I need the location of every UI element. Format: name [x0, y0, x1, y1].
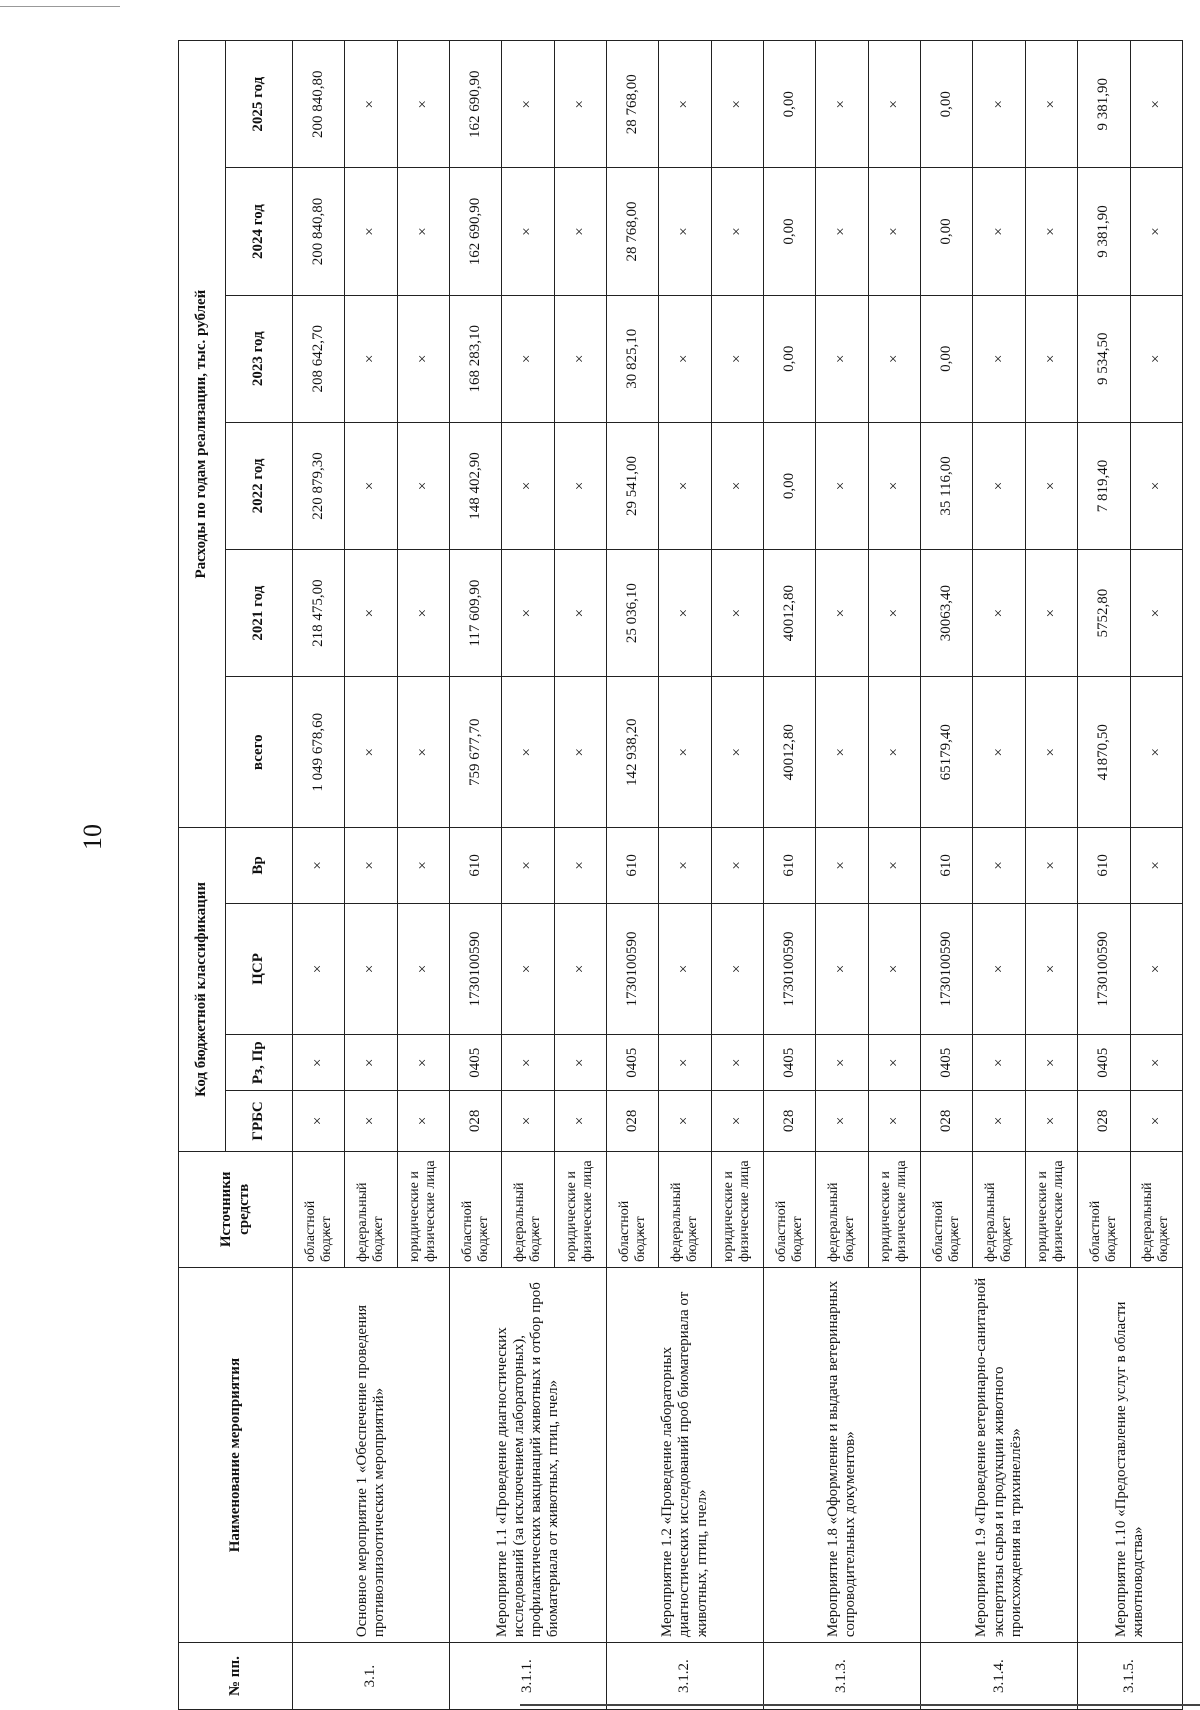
table-row [607, 41, 659, 1710]
cell-total: × [502, 677, 554, 828]
cell-rzpr: × [502, 1035, 554, 1091]
cell-y2024: 28 768,00 [607, 168, 659, 295]
cell-y2023: × [1130, 295, 1183, 422]
cell-csr: 1730100590 [921, 903, 973, 1035]
funding-source: юридические и физические лица [1025, 1151, 1077, 1267]
scan-artifact-line [520, 1704, 1200, 1706]
cell-y2025: 0,00 [764, 41, 816, 168]
table-row [450, 41, 502, 1710]
cell-vr: × [1025, 828, 1077, 904]
cell-y2023: 0,00 [921, 295, 973, 422]
cell-y2022: 29 541,00 [607, 422, 659, 549]
header-expenses: Расходы по годам реализации, тыс. рублей [179, 41, 226, 828]
table-row [293, 41, 345, 1710]
cell-csr: 1730100590 [1078, 903, 1130, 1035]
cell-vr: × [868, 828, 920, 904]
row-number: 3.1.4. [921, 1643, 1078, 1710]
cell-y2025: 0,00 [921, 41, 973, 168]
cell-y2022: 148 402,90 [450, 422, 502, 549]
cell-y2023: × [397, 295, 449, 422]
cell-y2021: × [868, 550, 920, 677]
cell-y2023: 208 642,70 [293, 295, 345, 422]
cell-y2024: × [816, 168, 868, 295]
cell-rzpr: × [973, 1035, 1025, 1091]
cell-vr: 610 [450, 828, 502, 904]
cell-csr: 1730100590 [764, 903, 816, 1035]
funding-source: областной бюджет [450, 1151, 502, 1267]
cell-y2023: 168 283,10 [450, 295, 502, 422]
page-number: 10 [78, 824, 107, 850]
cell-rzpr: 0405 [764, 1035, 816, 1091]
cell-vr: × [502, 828, 554, 904]
cell-y2022: × [973, 422, 1025, 549]
funding-source: федеральный бюджет [502, 1151, 554, 1267]
cell-y2022: × [1130, 422, 1183, 549]
cell-y2022: × [502, 422, 554, 549]
budget-table [178, 40, 1183, 1710]
cell-y2025: × [554, 41, 606, 168]
cell-csr: × [397, 903, 449, 1035]
cell-total: 41870,50 [1078, 677, 1130, 828]
cell-y2021: × [554, 550, 606, 677]
cell-total: × [868, 677, 920, 828]
funding-source: федеральный бюджет [1130, 1151, 1183, 1267]
cell-grbs: × [816, 1091, 868, 1151]
cell-y2022: 220 879,30 [293, 422, 345, 549]
table-row [1078, 41, 1130, 1710]
header-total: всего [226, 677, 293, 828]
cell-csr: × [502, 903, 554, 1035]
cell-rzpr: 0405 [450, 1035, 502, 1091]
measure-name: Основное мероприятие 1 «Обеспечение проведения противоэпизоотических мероприятий» [293, 1268, 450, 1643]
cell-vr: × [973, 828, 1025, 904]
cell-total: × [554, 677, 606, 828]
cell-csr: × [868, 903, 920, 1035]
cell-y2022: × [1025, 422, 1077, 549]
cell-y2022: × [345, 422, 397, 549]
cell-y2024: × [1025, 168, 1077, 295]
cell-grbs: 028 [1078, 1091, 1130, 1151]
cell-csr: × [554, 903, 606, 1035]
cell-y2024: × [554, 168, 606, 295]
cell-grbs: × [1130, 1091, 1183, 1151]
cell-vr: × [1130, 828, 1183, 904]
cell-y2021: × [973, 550, 1025, 677]
cell-y2025: 162 690,90 [450, 41, 502, 168]
header-budget-code: Код бюджетной классификации [179, 828, 226, 1151]
cell-y2023: × [711, 295, 763, 422]
cell-y2024: × [868, 168, 920, 295]
cell-y2025: × [816, 41, 868, 168]
cell-y2023: 30 825,10 [607, 295, 659, 422]
cell-rzpr: × [659, 1035, 711, 1091]
funding-source: областной бюджет [607, 1151, 659, 1267]
cell-rzpr: 0405 [921, 1035, 973, 1091]
cell-total: × [816, 677, 868, 828]
cell-y2021: × [345, 550, 397, 677]
cell-y2021: 40012,80 [764, 550, 816, 677]
cell-y2022: × [816, 422, 868, 549]
funding-source: юридические и физические лица [397, 1151, 449, 1267]
cell-csr: × [345, 903, 397, 1035]
cell-y2024: × [345, 168, 397, 295]
cell-y2024: × [397, 168, 449, 295]
row-number: 3.1.1. [450, 1643, 607, 1710]
cell-y2025: 9 381,90 [1078, 41, 1130, 168]
cell-grbs: 028 [764, 1091, 816, 1151]
cell-y2023: × [554, 295, 606, 422]
cell-total: × [973, 677, 1025, 828]
cell-y2021: 117 609,90 [450, 550, 502, 677]
cell-y2022: 35 116,00 [921, 422, 973, 549]
header-csr: ЦСР [226, 903, 293, 1035]
cell-y2023: × [973, 295, 1025, 422]
cell-y2023: × [868, 295, 920, 422]
measure-name: Мероприятие 1.10 «Предоставление услуг в области животноводства» [1078, 1268, 1183, 1643]
cell-y2024: × [659, 168, 711, 295]
cell-rzpr: × [868, 1035, 920, 1091]
cell-vr: 610 [921, 828, 973, 904]
cell-grbs: × [293, 1091, 345, 1151]
cell-csr: × [659, 903, 711, 1035]
cell-y2023: × [502, 295, 554, 422]
scan-artifact-line [0, 6, 120, 7]
cell-vr: 610 [1078, 828, 1130, 904]
rotated-table-container [178, 40, 1183, 1710]
cell-rzpr: × [345, 1035, 397, 1091]
funding-source: областной бюджет [293, 1151, 345, 1267]
cell-csr: × [1025, 903, 1077, 1035]
cell-y2022: × [554, 422, 606, 549]
cell-total: 40012,80 [764, 677, 816, 828]
header-2022: 2022 год [226, 422, 293, 549]
cell-grbs: × [397, 1091, 449, 1151]
header-grbs: ГРБС [226, 1091, 293, 1151]
cell-y2023: × [1025, 295, 1077, 422]
cell-csr: × [293, 903, 345, 1035]
cell-rzpr: × [554, 1035, 606, 1091]
cell-grbs: 028 [607, 1091, 659, 1151]
cell-grbs: × [973, 1091, 1025, 1151]
cell-rzpr: × [711, 1035, 763, 1091]
cell-total: × [1130, 677, 1183, 828]
cell-y2021: × [502, 550, 554, 677]
cell-y2024: × [502, 168, 554, 295]
cell-grbs: × [1025, 1091, 1077, 1151]
cell-y2025: × [1130, 41, 1183, 168]
cell-rzpr: × [1130, 1035, 1183, 1091]
measure-name: Мероприятие 1.9 «Проведение ветеринарно-санитарной экспертизы сырья и продукции животного происхождения на трихинеллёз» [921, 1268, 1078, 1643]
cell-rzpr: × [293, 1035, 345, 1091]
cell-y2025: × [345, 41, 397, 168]
row-number: 3.1.5. [1078, 1643, 1183, 1710]
table-row [921, 41, 973, 1710]
header-vr: Вр [226, 828, 293, 904]
cell-csr: 1730100590 [450, 903, 502, 1035]
cell-csr: × [973, 903, 1025, 1035]
cell-y2025: × [973, 41, 1025, 168]
funding-source: областной бюджет [1078, 1151, 1130, 1267]
cell-y2024: × [711, 168, 763, 295]
cell-y2025: × [659, 41, 711, 168]
header-sources: Источники средств [179, 1151, 293, 1267]
cell-y2021: 25 036,10 [607, 550, 659, 677]
cell-y2025: × [1025, 41, 1077, 168]
cell-grbs: × [554, 1091, 606, 1151]
cell-y2025: × [868, 41, 920, 168]
cell-vr: × [711, 828, 763, 904]
cell-csr: × [816, 903, 868, 1035]
row-number: 3.1.3. [764, 1643, 921, 1710]
cell-y2021: × [1025, 550, 1077, 677]
cell-grbs: × [868, 1091, 920, 1151]
cell-y2024: × [1130, 168, 1183, 295]
cell-vr: × [345, 828, 397, 904]
cell-y2021: 30063,40 [921, 550, 973, 677]
cell-y2025: × [711, 41, 763, 168]
table-body [293, 41, 1183, 1710]
cell-y2021: 5752,80 [1078, 550, 1130, 677]
cell-y2021: × [397, 550, 449, 677]
funding-source: областной бюджет [921, 1151, 973, 1267]
cell-y2021: × [659, 550, 711, 677]
cell-vr: × [397, 828, 449, 904]
row-number: 3.1. [293, 1643, 450, 1710]
funding-source: федеральный бюджет [816, 1151, 868, 1267]
funding-source: юридические и физические лица [554, 1151, 606, 1267]
funding-source: федеральный бюджет [659, 1151, 711, 1267]
cell-y2023: 0,00 [764, 295, 816, 422]
funding-source: областной бюджет [764, 1151, 816, 1267]
row-number: 3.1.2. [607, 1643, 764, 1710]
cell-total: 759 677,70 [450, 677, 502, 828]
cell-total: × [1025, 677, 1077, 828]
cell-y2024: 9 381,90 [1078, 168, 1130, 295]
cell-y2024: 162 690,90 [450, 168, 502, 295]
cell-total: 1 049 678,60 [293, 677, 345, 828]
header-num: № пп. [179, 1643, 293, 1710]
cell-total: × [711, 677, 763, 828]
measure-name: Мероприятие 1.8 «Оформление и выдача ветеринарных сопроводительных документов» [764, 1268, 921, 1643]
header-name: Наименование мероприятия [179, 1268, 293, 1643]
cell-y2021: × [816, 550, 868, 677]
cell-y2021: × [711, 550, 763, 677]
cell-y2023: × [816, 295, 868, 422]
table-row [764, 41, 816, 1710]
cell-vr: × [293, 828, 345, 904]
cell-y2022: × [868, 422, 920, 549]
cell-grbs: × [345, 1091, 397, 1151]
measure-name: Мероприятие 1.1 «Проведение диагностических исследований (за исключением лабораторных), профилактических вакцинаций животных и отбор проб биоматериала от животных, птиц, пчел» [450, 1268, 607, 1643]
cell-rzpr: × [397, 1035, 449, 1091]
cell-y2024: × [973, 168, 1025, 295]
cell-total: × [659, 677, 711, 828]
funding-source: федеральный бюджет [973, 1151, 1025, 1267]
cell-y2025: × [502, 41, 554, 168]
cell-grbs: 028 [450, 1091, 502, 1151]
header-2024: 2024 год [226, 168, 293, 295]
cell-grbs: 028 [921, 1091, 973, 1151]
cell-rzpr: 0405 [607, 1035, 659, 1091]
cell-vr: 610 [607, 828, 659, 904]
cell-y2022: 0,00 [764, 422, 816, 549]
cell-csr: 1730100590 [607, 903, 659, 1035]
cell-rzpr: 0405 [1078, 1035, 1130, 1091]
cell-y2022: × [397, 422, 449, 549]
funding-source: юридические и физические лица [711, 1151, 763, 1267]
cell-y2023: × [345, 295, 397, 422]
cell-y2021: × [1130, 550, 1183, 677]
cell-y2024: 200 840,80 [293, 168, 345, 295]
cell-vr: × [659, 828, 711, 904]
cell-y2021: 218 475,00 [293, 550, 345, 677]
cell-total: × [397, 677, 449, 828]
cell-y2025: × [397, 41, 449, 168]
cell-y2024: 0,00 [921, 168, 973, 295]
funding-source: федеральный бюджет [345, 1151, 397, 1267]
header-2025: 2025 год [226, 41, 293, 168]
cell-y2025: 200 840,80 [293, 41, 345, 168]
cell-y2024: 0,00 [764, 168, 816, 295]
funding-source: юридические и физические лица [868, 1151, 920, 1267]
cell-y2022: × [659, 422, 711, 549]
cell-y2025: 28 768,00 [607, 41, 659, 168]
cell-y2022: × [711, 422, 763, 549]
cell-vr: × [554, 828, 606, 904]
cell-vr: 610 [764, 828, 816, 904]
cell-y2022: 7 819,40 [1078, 422, 1130, 549]
cell-grbs: × [711, 1091, 763, 1151]
cell-total: 142 938,20 [607, 677, 659, 828]
cell-csr: × [1130, 903, 1183, 1035]
header-rzpr: Рз, Пр [226, 1035, 293, 1091]
cell-grbs: × [659, 1091, 711, 1151]
header-2021: 2021 год [226, 550, 293, 677]
cell-y2023: × [659, 295, 711, 422]
measure-name: Мероприятие 1.2 «Проведение лабораторных диагностических исследований проб биоматериала от животных, птиц, пчел» [607, 1268, 764, 1643]
cell-total: 65179,40 [921, 677, 973, 828]
cell-rzpr: × [816, 1035, 868, 1091]
cell-rzpr: × [1025, 1035, 1077, 1091]
cell-y2023: 9 534,50 [1078, 295, 1130, 422]
cell-grbs: × [502, 1091, 554, 1151]
cell-total: × [345, 677, 397, 828]
cell-csr: × [711, 903, 763, 1035]
cell-vr: × [816, 828, 868, 904]
header-2023: 2023 год [226, 295, 293, 422]
